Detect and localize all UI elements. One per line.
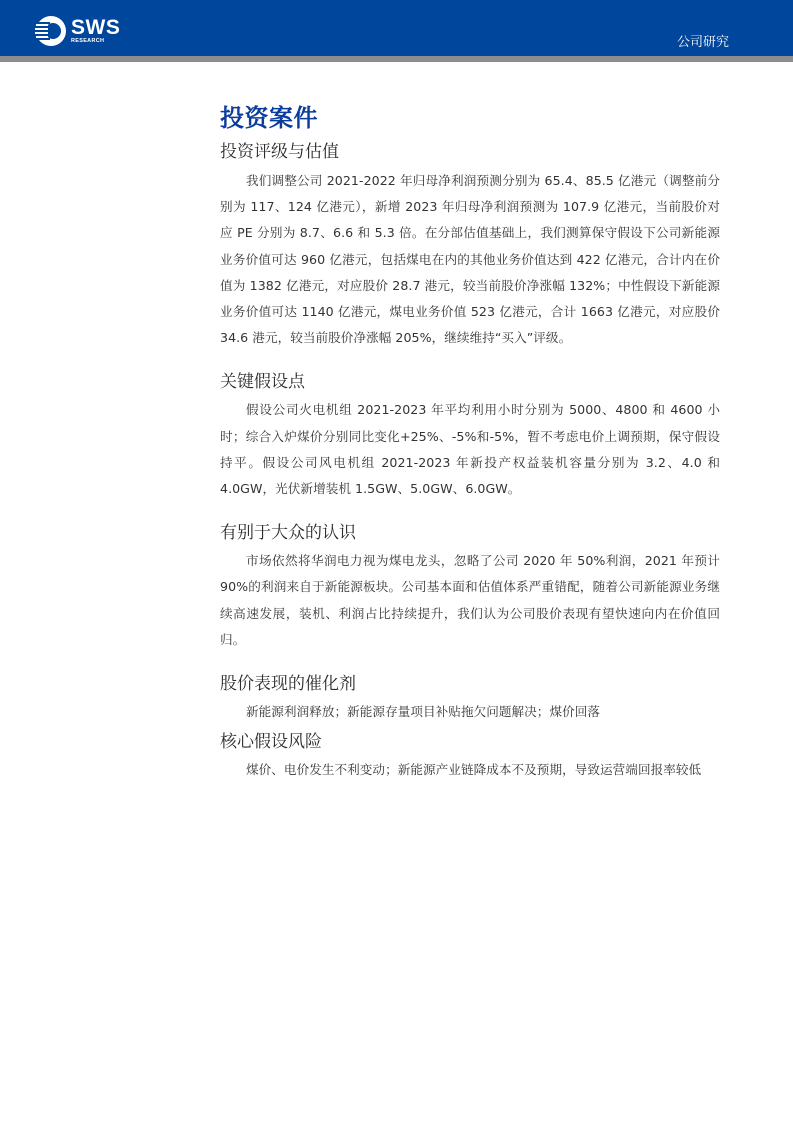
section-differentiated-view (220, 521, 720, 653)
document-body (220, 100, 720, 783)
sws-research-logo (34, 14, 120, 48)
section-catalysts (220, 672, 720, 725)
sws-logo-icon (34, 14, 68, 48)
section-heading: 核心假设风险 (220, 732, 322, 753)
section-heading: 投资评级与估值 (220, 142, 339, 162)
section-paragraph: 市场依然将华润电力视为煤电龙头，忽略了公司 2020 年 50%利润，2021 年预计 90%的利润来自于新能源板块。公司基本面和估值体系严重错配，随着公司新能源业务继续高速发展，装机、利润占比持续提升，我们认为公司股价表现有望快速向内在价值回归。 (220, 553, 720, 647)
section-paragraph: 新能源利润释放；新能源存量项目补贴拖欠问题解决；煤价回落 (246, 704, 601, 720)
section-paragraph: 煤价、电价发生不利变动；新能源产业链降成本不及预期，导致运营端回报率较低 (246, 762, 702, 778)
section-paragraph: 我们调整公司 2021-2022 年归母净利润预测分别为 65.4、85.5 亿港元（调整前分别为 117、124 亿港元），新增 2023 年归母净利润预测为 107.9 亿港元，当前股价对应 PE 分别为 8.7、6.6 和 5.3 倍。在分部估值基础上，我们测算保守假设下公司新能源业务价值可达 960 亿港元，包括煤电在内的其他业务价值达到 422 亿港元，合计内在价值为 1382 亿港元，对应股价 28.7 港元，较当前股价净涨幅 132%；中性假设下新能源业务价值可达 1140 亿港元，煤电业务价值 523 亿港元，合计 1663 亿港元，对应股价 34.6 港元，较当前股价净涨幅 205%，继续维持“买入”评级。 (220, 173, 720, 346)
section-key-assumptions (220, 370, 720, 502)
section-heading: 股价表现的催化剂 (220, 674, 356, 695)
page-header (0, 0, 793, 56)
section-valuation (220, 140, 720, 351)
section-heading: 关键假设点 (220, 372, 305, 393)
logo-brand-text: SWS (71, 16, 121, 40)
section-risks (220, 730, 720, 783)
header-divider (0, 56, 793, 62)
section-paragraph: 假设公司火电机组 2021-2023 年平均利用小时分别为 5000、4800 和 4600 小时；综合入炉煤价分别同比变化+25%、-5%和-5%，暂不考虑电价上调预期，保守假设持平。假设公司风电机组 2021-2023 年新投产权益装机容量分别为 3.2、4.0 和 4.0GW，光伏新增装机 1.5GW、5.0GW、6.0GW。 (220, 402, 720, 497)
section-heading: 有别于大众的认识 (220, 523, 356, 544)
report-type-label: 公司研究 (676, 35, 729, 50)
logo-sub-text: RESEARCH (71, 38, 105, 45)
page-title: 投资案件 (220, 104, 318, 132)
